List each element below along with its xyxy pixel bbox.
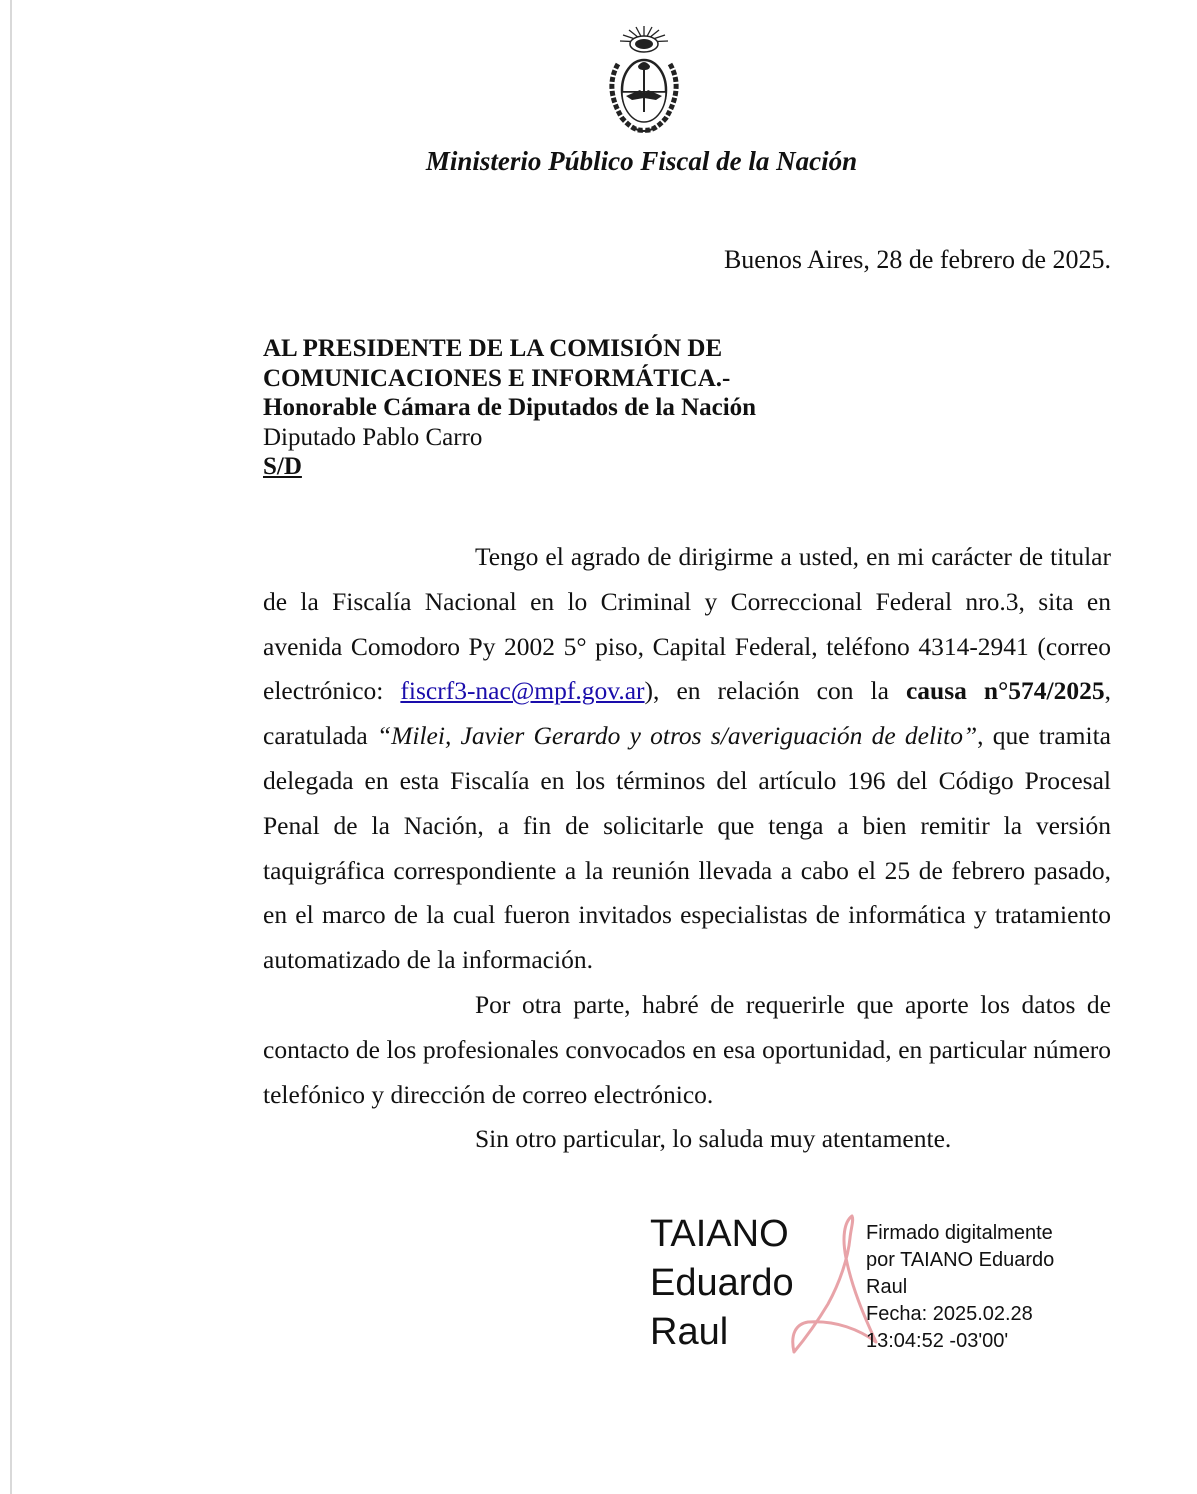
paragraph-1-text-b: ), en relación con la	[644, 676, 906, 706]
signature-name	[650, 1210, 794, 1357]
ministry-title: Ministerio Público Fiscal de la Nación	[425, 146, 858, 176]
addressee-block	[263, 334, 756, 482]
email-link[interactable]: fiscrf3-nac@mpf.gov.ar	[400, 676, 645, 706]
addressee-line-1: AL PRESIDENTE DE LA COMISIÓN DE	[263, 335, 723, 362]
signature-name-line-1: TAIANO	[650, 1213, 789, 1255]
signature-name-line-2: Eduardo	[650, 1262, 794, 1304]
caratula-title: “Milei, Javier Gerardo y otros s/averiguación de delito”	[376, 721, 978, 751]
addressee-sd: S/D	[263, 453, 302, 480]
signature-detail-line-5: 13:04:52 -03'00'	[866, 1330, 1009, 1352]
paragraph-1-text-c: , caratulada	[263, 676, 1111, 751]
date-line: Buenos Aires, 28 de febrero de 2025.	[723, 245, 1111, 274]
paragraph-2: Por otra parte, habré de requerirle que aporte los datos de contacto de los profesionales convocados en esa oportunidad, en particular número telefónico y dirección de correo electrónico.	[263, 989, 1111, 1109]
addressee-line-4: Diputado Pablo Carro	[263, 423, 483, 451]
paragraph-1-text-a: Tengo el agrado de dirigirme a usted, en mi carácter de titular de la Fiscalía Nacional en lo Criminal y Correccional Federal nro.3, sita en avenida Comodoro Py 2002 5° piso, Capital Federal, teléfono 4314-2941 (correo electrónico:	[263, 542, 1111, 706]
addressee-line-3: Honorable Cámara de Diputados de la Nación	[263, 394, 757, 421]
signature-detail-line-1: Firmado digitalmente	[866, 1222, 1053, 1244]
paragraph-1-text-d: , que tramita delegada en esta Fiscalía en los términos del artículo 196 del Código Procesal Penal de la Nación, a fin de solicitarle que tenga a bien remitir la versión taquigráfica correspondiente a la reunión llevada a cabo el 25 de febrero pasado, en el marco de la cual fueron invitados especialistas de informática y tratamiento automatizado de la información.	[263, 721, 1111, 975]
page-edge	[10, 0, 12, 1494]
argentina-coat-of-arms-icon	[600, 24, 688, 136]
closing-line: Sin otro particular, lo saluda muy atentamente.	[475, 1124, 952, 1154]
signature-details	[866, 1220, 1054, 1355]
addressee-line-2: COMUNICACIONES E INFORMÁTICA.-	[263, 364, 731, 392]
paragraph-1	[263, 535, 1111, 983]
causa-number: causa n°574/2025	[905, 676, 1105, 706]
signature-detail-line-2: por TAIANO Eduardo	[866, 1249, 1055, 1271]
letter-body	[263, 535, 1111, 1162]
signature-detail-line-3: Raul	[866, 1276, 908, 1298]
signature-name-line-3: Raul	[650, 1311, 729, 1353]
signature-detail-line-4: Fecha: 2025.02.28	[866, 1303, 1033, 1325]
